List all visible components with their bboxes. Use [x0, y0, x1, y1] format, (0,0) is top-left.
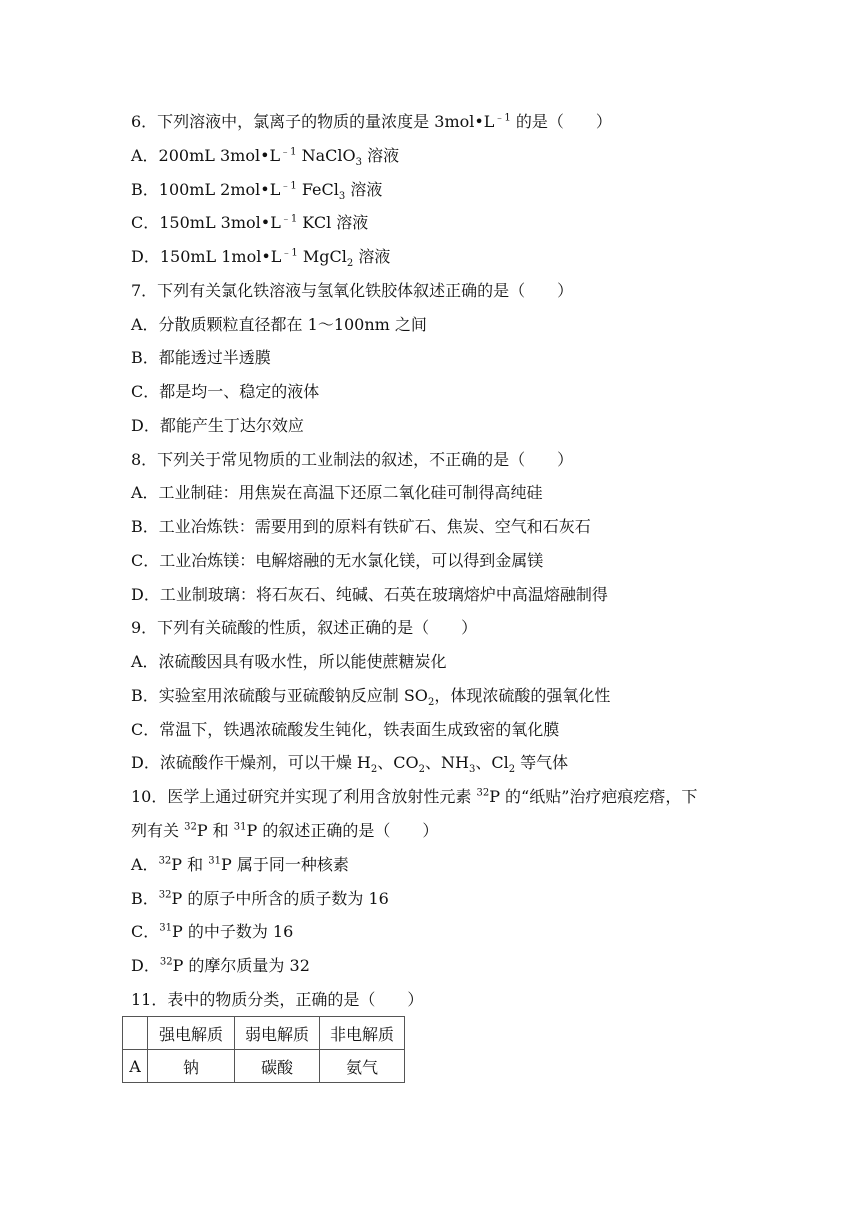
q10-option-b: B．$^{32}$P 的原子中所含的质子数为 16 — [131, 889, 389, 908]
q8-option-b: B．工业冶炼铁：需要用到的原料有铁矿石、焦炭、空气和石灰石 — [131, 517, 591, 536]
q10-option-d: D．$^{32}$P 的摩尔质量为 32 — [131, 956, 310, 975]
table-cell: A — [123, 1050, 148, 1083]
q10-option-c: C．$^{31}$P 的中子数为 16 — [131, 922, 294, 941]
table-header-cell: 非电解质 — [320, 1017, 405, 1050]
q10-stem-line2: 列有关 $^{32}$P 和 $^{31}$P 的叙述正确的是（ ） — [131, 821, 439, 840]
table-header-cell — [123, 1017, 148, 1050]
table-row — [123, 1050, 405, 1083]
q6-option-a: A．200mL $3mol•L^{﹣1}$ NaClO$_3$ 溶液 — [131, 146, 400, 169]
q9-option-b: B．实验室用浓硫酸与亚硫酸钠反应制 $SO_2$，体现浓硫酸的强氧化性 — [131, 686, 611, 709]
q8-option-c: C．工业冶炼镁：电解熔融的无水氯化镁，可以得到金属镁 — [131, 551, 544, 570]
table-cell: 氨气 — [320, 1050, 405, 1083]
q7-option-d: D．都能产生丁达尔效应 — [131, 416, 304, 435]
table-cell: 碳酸 — [235, 1050, 320, 1083]
q10-option-a: A．$^{32}$P 和 $^{31}$P 属于同一种核素 — [131, 855, 349, 874]
table-header-cell: 强电解质 — [148, 1017, 235, 1050]
q7-option-b: B．都能透过半透膜 — [131, 348, 271, 367]
q7-stem: 7．下列有关氯化铁溶液与氢氧化铁胶体叙述正确的是（ ） — [131, 281, 574, 300]
table-header-cell: 弱电解质 — [235, 1017, 320, 1050]
q7-option-a: A．分散质颗粒直径都在 1～100nm 之间 — [131, 315, 427, 334]
q8-option-a: A．工业制硅：用焦炭在高温下还原二氧化硅可制得高纯硅 — [131, 483, 543, 502]
q8-stem: 8．下列关于常见物质的工业制法的叙述，不正确的是（ ） — [131, 450, 574, 469]
q9-option-a: A．浓硫酸因具有吸水性，所以能使蔗糖炭化 — [131, 652, 447, 671]
q9-stem: 9．下列有关硫酸的性质，叙述正确的是（ ） — [131, 618, 478, 637]
table-header-row — [123, 1017, 405, 1050]
q9-option-c: C．常温下，铁遇浓硫酸发生钝化，铁表面生成致密的氧化膜 — [131, 720, 560, 739]
q11-stem: 11．表中的物质分类，正确的是（ ） — [131, 990, 424, 1009]
q8-option-d: D．工业制玻璃：将石灰石、纯碱、石英在玻璃熔炉中高温熔融制得 — [131, 585, 608, 604]
classification-table — [122, 1016, 405, 1083]
q6-option-d: D．150mL $1mol•L^{﹣1}$ MgCl$_2$ 溶液 — [131, 247, 391, 270]
q9-option-d: D．浓硫酸作干燥剂，可以干燥 $H_2$、$CO_2$、$NH_3$、$Cl_2$ 等气体 — [131, 753, 569, 776]
q6-stem: 6．下列溶液中，氯离子的物质的量浓度是 $3mol•L^{﹣1}$ 的是（ ） — [131, 112, 612, 131]
table-cell: 钠 — [148, 1050, 235, 1083]
q6-option-b: B．100mL $2mol•L^{﹣1}$ FeCl$_3$ 溶液 — [131, 180, 383, 203]
q7-option-c: C．都是均一、稳定的液体 — [131, 382, 320, 401]
q6-option-c: C．150mL $3mol•L^{﹣1}$ KCl 溶液 — [131, 213, 369, 232]
q10-stem-line1: 10．医学上通过研究并实现了利用含放射性元素 $^{32}$P 的“纸贴”治疗疤痕疙瘩，下 — [131, 787, 698, 806]
